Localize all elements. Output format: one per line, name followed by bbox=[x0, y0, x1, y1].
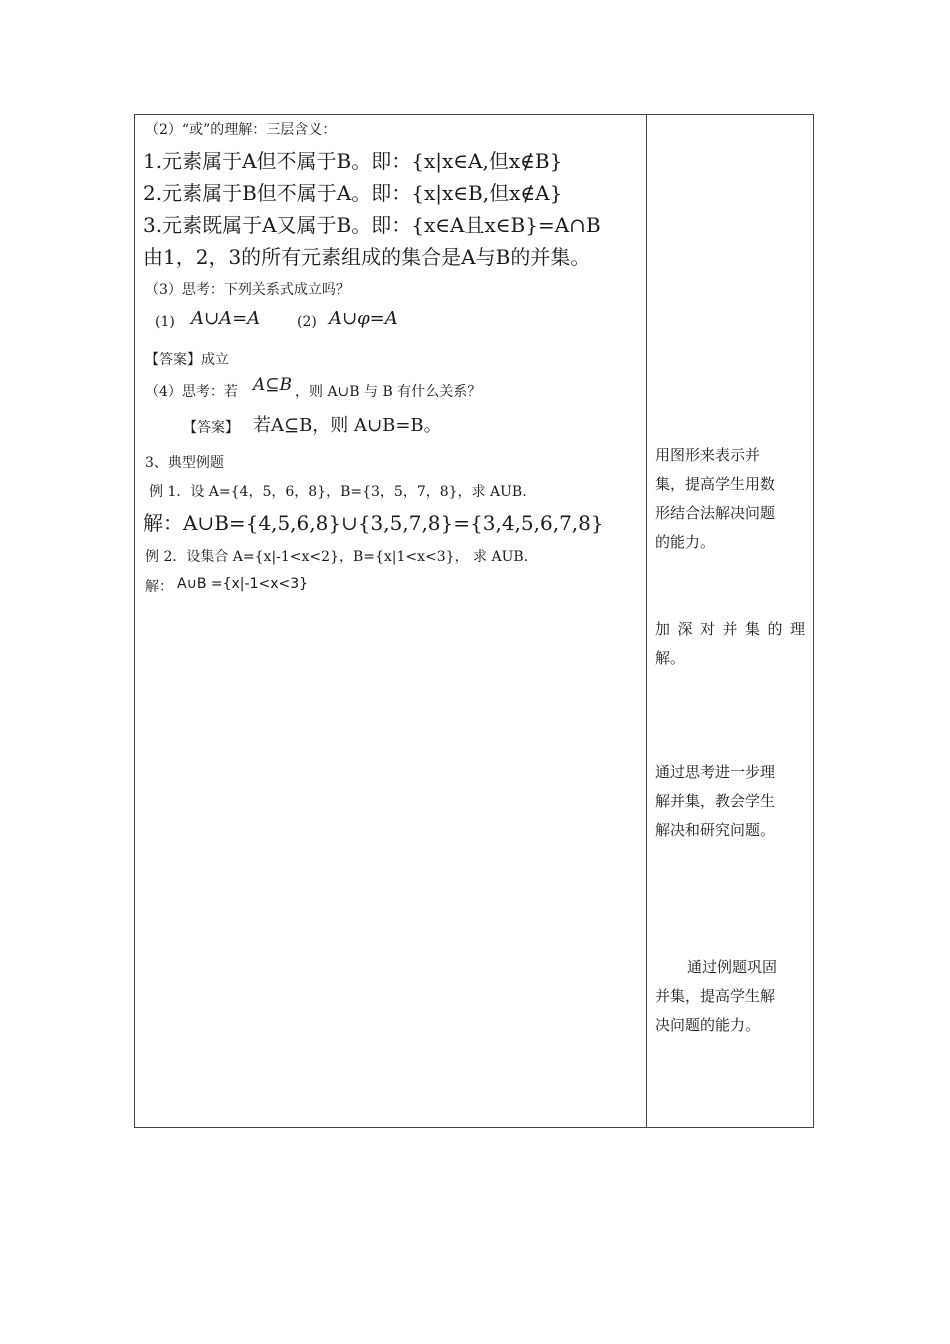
lesson-table bbox=[134, 114, 814, 1128]
meaning-line-3: 3.元素既属于A又属于B。即：{x∈A且x∈B}=A∩B bbox=[143, 213, 601, 237]
question-2-formula: A∪φ=A bbox=[329, 308, 398, 329]
question-2-label: (2) bbox=[297, 314, 317, 330]
think-heading-4-end: ，则 A∪B 与 B 有什么关系？ bbox=[295, 384, 482, 400]
meaning-line-2: 2.元素属于B但不属于A。即：{x|x∈B,但x∉A} bbox=[143, 181, 563, 205]
example-2-solution: A∪B ={x|-1<x<3} bbox=[177, 576, 309, 592]
note-line: 解决和研究问题。 bbox=[655, 821, 776, 839]
note-line: 通过例题巩固 bbox=[687, 958, 778, 976]
answer-4-text: 若A⊆B，则 A∪B=B。 bbox=[253, 415, 442, 436]
note-venn-diagram bbox=[655, 441, 805, 557]
meaning-line-1: 1.元素属于A但不属于B。即：{x|x∈A,但x∉B} bbox=[143, 149, 563, 173]
note-line: 用图形来表示并 bbox=[655, 446, 761, 464]
note-line: 解。 bbox=[655, 649, 686, 667]
example-1-solution: 解：A∪B={4,5,6,8}∪{3,5,7,8}={3,4,5,6,7,8} bbox=[143, 511, 604, 535]
note-thinking bbox=[655, 758, 805, 845]
question-1-label: (1) bbox=[155, 314, 175, 330]
note-line: 通过思考进一步理 bbox=[655, 763, 776, 781]
union-definition: 由1，2，3的所有元素组成的集合是A与B的并集。 bbox=[143, 245, 591, 269]
question-1-formula: A∪A=A bbox=[191, 308, 261, 329]
note-line: 集，提高学生用数 bbox=[655, 475, 776, 493]
column-divider bbox=[646, 115, 647, 1127]
answer-4-label: 【答案】 bbox=[183, 420, 239, 436]
example-2-solution-label: 解： bbox=[145, 579, 173, 595]
think-heading-4-start: （4）思考：若 bbox=[145, 384, 238, 400]
examples-heading: 3、典型例题 bbox=[145, 455, 224, 471]
note-line: 决问题的能力。 bbox=[655, 1016, 761, 1034]
example-2: 例 2．设集合 A={x|-1<x<2}，B={x|1<x<3}， 求 AUB. bbox=[145, 549, 529, 565]
think-heading-3: （3）思考：下列关系式成立吗？ bbox=[145, 282, 350, 298]
note-line: 的能力。 bbox=[655, 533, 716, 551]
think-heading-4-formula: A⊆B bbox=[253, 375, 293, 395]
example-1: 例 1．设 A={4，5，6，8}，B={3，5，7，8}，求 AUB. bbox=[149, 484, 527, 500]
note-deepen-understanding bbox=[655, 615, 805, 673]
answer-3: 【答案】成立 bbox=[145, 352, 229, 368]
note-line: 并集，提高学生解 bbox=[655, 987, 776, 1005]
note-examples bbox=[655, 953, 805, 1040]
note-line: 形结合法解决问题 bbox=[655, 504, 776, 522]
note-line: 加深对并集的理 bbox=[655, 620, 805, 638]
or-meaning-heading: （2）“或”的理解：三层含义： bbox=[145, 122, 337, 138]
note-line: 解并集，教会学生 bbox=[655, 792, 776, 810]
